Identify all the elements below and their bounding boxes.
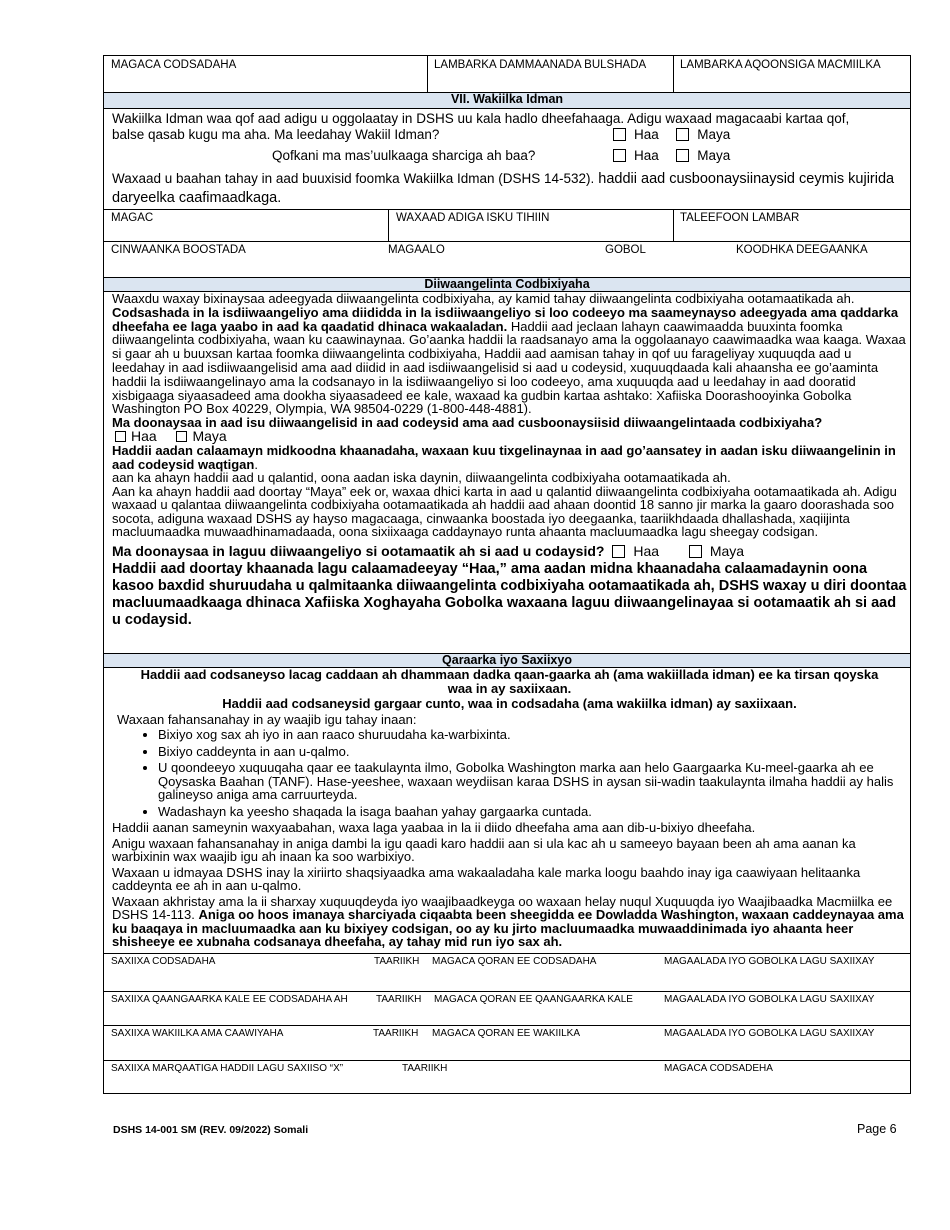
rights-body	[112, 668, 907, 949]
maya-label: Maya	[192, 427, 227, 444]
applicant-name-field[interactable]: MAGACA CODSADAHA	[111, 59, 237, 71]
date-field[interactable]: TAARIIKH	[402, 1063, 448, 1074]
voter-p2-a: Haddii aadan calaamayn midkoodna khaanadaha, waxaan kuu tixgelinaynaa in aad go’aansatey in aadan isku diiwaangelinin in aad codeysid waqtigan	[112, 442, 896, 472]
voter-question-1-options	[112, 427, 907, 444]
city-state-signed-field[interactable]: MAGAALADA IYO GOBOLKA LAGU SAXIIXAY	[664, 1028, 875, 1039]
voter-register-maya-checkbox[interactable]	[176, 431, 187, 442]
form-page	[103, 55, 911, 1094]
section-title-voter-registration: Diiwaangelinta Codbixiyaha	[104, 277, 910, 292]
rep-form-note-b: haddii aad cusboonaysiinaysid ceymis kujirida daryeelka caafimaadkaga.	[112, 171, 895, 206]
rep-intro-line2: balse qasab kugu ma aha. Ma leedahay Wakiil Idman?	[112, 127, 440, 142]
rep-relationship-field[interactable]: WAXAAD ADIGA ISKU TIHIIN	[396, 212, 550, 224]
applicant-signature-field[interactable]: SAXIIXA CODSADAHA	[111, 956, 216, 967]
maya-label: Maya	[697, 127, 731, 142]
voter-p1-b: Codsashada in la isdiiwaangeliyo ama diididda in la isdiiwaangeliyo si loo codeeyo ma saameynayso adeegyada ama qaddarka dheefaha ee laga yaabo in aad ka qaadatid dhinaca wakaaladan.	[112, 304, 899, 334]
applicant-name-witness-field[interactable]: MAGACA CODSADEHA	[664, 1063, 773, 1074]
auto-register-haa-checkbox[interactable]	[612, 545, 625, 558]
page-number: Page 6	[857, 1122, 897, 1136]
rep-state-field[interactable]: GOBOL	[605, 244, 646, 256]
rep-printed-name-field[interactable]: MAGACA QORAN EE WAKIILKA	[432, 1028, 580, 1039]
other-adult-printed-name-field[interactable]: MAGACA QORAN EE QAANGAARKA KALE	[434, 994, 633, 1005]
auto-register-maya-checkbox[interactable]	[689, 545, 702, 558]
voter-paragraph-2	[112, 444, 907, 472]
rep-question-2-options	[613, 148, 730, 164]
voter-registration-body	[112, 292, 907, 629]
date-field[interactable]: TAARIIKH	[373, 1028, 419, 1039]
rep-intro-line1: Wakiilka Idman waa qof aad adigu u oggolaatay in DSHS uu kala hadlo dheefahaaga. Adigu waxaad magacaabi kartaa qof,	[112, 111, 850, 126]
rep-question-1-options	[613, 127, 730, 143]
rep-mailing-address-field[interactable]: CINWAANKA BOOSTADA	[111, 244, 246, 256]
rep-form-note	[112, 169, 904, 207]
haa-label: Haa	[634, 127, 659, 142]
rights-p4-b: Aniga oo hoos imanaya sharciyada ciqaabta been sheegidda ee Dowladda Washington, waxaan caddeynayaa ama ku baaqaya in macluumaadka aan ku bixiyey codsigan, oo ay ku jirto macluumaadka muwaaddinimada iyo ahaanta heer shisheeye ee xubnaha codsanaya dheefaha, ay tahay mid run iyo sax ah.	[112, 907, 904, 949]
legal-guardian-maya-checkbox[interactable]	[676, 149, 689, 162]
list-item: • Wadashayn ka yeesho shaqada la isaga baahan yahay gargaarka cuntada.	[158, 805, 907, 819]
rights-paragraph-2: Anigu waxaan fahansanahay in aniga dambi la igu qaadi karo haddii aan si ula kac ah u sameeyo bayaan been ah ama aanan ka warbixinin wax waajib igu ah inaan ka soo warbixiyo.	[112, 835, 856, 864]
voter-paragraph-3: aan ka ahayn haddii aad u qalantid, oona aadan iska daynin, diiwaangelinta codbixiyaha ootamaatikada ah.	[112, 470, 731, 486]
ssn-field[interactable]: LAMBARKA DAMMAANADA BULSHADA	[434, 59, 647, 71]
rep-phone-field[interactable]: TALEEFOON LAMBAR	[680, 212, 800, 224]
voter-register-haa-checkbox[interactable]	[115, 431, 126, 442]
other-adult-signature-field[interactable]: SAXIIXA QAANGAARKA KALE EE CODSADAHA AH	[111, 994, 348, 1005]
rep-form-note-a: Waxaad u baahan tahay in aad buuxisid foomka Wakiilka Idman (DSHS 14-532).	[112, 171, 595, 186]
rep-zip-field[interactable]: KOODHKA DEEGAANKA	[736, 244, 868, 256]
rights-responsibility-list	[112, 728, 907, 818]
maya-label: Maya	[697, 148, 731, 163]
list-item: • U qoondeeyo xuquuqaha qaar ee taakulaynta ilmo, Gobolka Washington marka aan helo Gaargaarka Ku-meel-gaarka ah ee Qoysaska Baahan (TANF). Hase-yeeshee, waxaan weydiisan karaa DSHS in aysan sii-wadin taakulaynta ilmaha haddii ay halis galineyso aniga ama carruurteyda.	[158, 761, 907, 802]
voter-question-2	[112, 542, 907, 561]
rep-haa-checkbox[interactable]	[613, 128, 626, 141]
list-item: • Bixiyo caddeynta in aan u-qalmo.	[158, 745, 907, 759]
voter-p1-a: Waaxdu waxay bixinaysaa adeegyada diiwaangelinta codbixiyaha, ay kamid tahay diiwaangelinta codbixiyaha ootamaatikada ah.	[112, 291, 855, 306]
rights-paragraph-4	[112, 895, 907, 949]
voter-paragraph-1	[112, 292, 907, 416]
section-title-authorized-rep: VII. Wakiilka Idman	[104, 92, 910, 109]
legal-guardian-haa-checkbox[interactable]	[613, 149, 626, 162]
rep-name-field[interactable]: MAGAC	[111, 212, 154, 224]
rights-paragraph-3: Waxaan u idmayaa DSHS inay la xiriirto shaqsiyaadka ama wakaaladaha kale marka loogu baahdo inay iga caawiyaan helitaanka caddeynta ee ah in aan u-qalmo.	[112, 864, 861, 893]
haa-label: Haa	[131, 427, 157, 444]
applicant-printed-name-field[interactable]: MAGACA QORAN EE CODSADAHA	[432, 956, 597, 967]
rep-city-field[interactable]: MAGAALO	[388, 244, 445, 256]
date-field[interactable]: TAARIIKH	[376, 994, 422, 1005]
rep-maya-checkbox[interactable]	[676, 128, 689, 141]
client-id-field[interactable]: LAMBARKA AQOONSIGA MACMIILKA	[680, 59, 881, 71]
rights-cash-notice: Haddii aad codsaneyso lacag caddaan ah dhammaan dadka qaan-gaarka ah (ama wakiillada idman) ee ka tirsan qoyska waa in ay saxiixaan.	[140, 667, 879, 696]
rep-signature-field[interactable]: SAXIIXA WAKIILKA AMA CAAWIYAHA	[111, 1028, 284, 1039]
date-field[interactable]: TAARIIKH	[374, 956, 420, 967]
rep-question-2: Qofkani ma mas’uulkaaga sharciga ah baa?	[272, 148, 536, 163]
city-state-signed-field[interactable]: MAGAALADA IYO GOBOLKA LAGU SAXIIXAY	[664, 994, 875, 1005]
section-title-rights-signatures: Qaraarka iyo Saxiixyo	[104, 653, 910, 668]
rights-lead: Waxaan fahansanahay in ay waajib igu tahay inaan:	[117, 711, 417, 727]
haa-label: Haa	[633, 542, 660, 559]
voter-p2-b: .	[254, 456, 258, 472]
list-item: • Bixiyo xog sax ah iyo in aan raaco shuruudaha ka-warbixinta.	[158, 728, 907, 742]
rights-paragraph-1: Haddii aanan sameynin waxyaabahan, waxa laga yaabaa in la ii diido dheefaha ama aan dib-u-bixiyo dheefaha.	[112, 820, 756, 835]
maya-label: Maya	[709, 542, 745, 559]
witness-signature-field[interactable]: SAXIIXA MARQAATIGA HADDII LAGU SAXIISO “X”	[111, 1063, 344, 1074]
voter-paragraph-4: Aan ka ahayn haddii aad doortay “Maya” eek or, waxaa dhici karta in aad u qalantid diiwaangelinta codbixiyaha ootamaatikada ah. Adigu waxaad u qalantaa diiwaangelinta codbixiyaha ootamaatikada ah haddii aad ahaan doontid 18 sanno jir marka la gaaro doorashada soo socota, adiguna waxaad DSHS ay hayso magacaaga, cinwaanka boostada iyo deegaanka, taariikhdaada dhallashada, xaqiijinta macluumaadka muwaadhinamadaada, oona sixiixaaga caddaynayo runta ahaanta macluumaadka lagu sheegay codsigan.	[112, 484, 897, 539]
rights-food-notice: Haddii aad codsaneysid gargaar cunto, waa in codsadaha (ama wakiilka idman) ay saxiixaan.	[222, 696, 797, 711]
haa-label: Haa	[634, 148, 659, 163]
city-state-signed-field[interactable]: MAGAALADA IYO GOBOLKA LAGU SAXIIXAY	[664, 956, 875, 967]
rights-p4-a: Waxaan akhristay ama la ii sharxay xuquuqdeyda iyo waajibaadkeyga oo waxaan helay nuqul Xuquuqda iyo Waajibaadka Macmiilka ee DSHS 14-113.	[112, 893, 893, 922]
form-id: DSHS 14-001 SM (REV. 09/2022) Somali	[113, 1124, 309, 1136]
voter-p1-c: Haddii aad jeclaan lahayn caawimaadda buuxinta foomka diiwaangelinta codbixiyaha, waan ku caawinaynaa. Go’aanka haddii la raadsanayo ama la oggolaanayo caawimaadka waa kaaga. Waxaa si gaar ah u buuxsan kartaa foomka diiwaangelinta codbixiyaha, Haddii aad aamisan tahay in qof uu farageliyay xuquuqda aad u leedahay in aad isdiiwaangelisid ama aad diidid in aad isdiiwaangelisid si aad u codeysid, xuquuqdaada kali ahaansha ee go’aaminta haddii la isdiiwaangelinayo ama la codsanayo in la isdiiwaangeliyo si loo codeeyo, ama xuquuqda aad u leedahay in aad dooratid xisbigaaga siyaasadeed ama dookha siyaasadeed ee kale, waxaad ka gudbin kartaa ashtako: Xafiiska Doorashooyinka Gobolka Washington PO Box 40229, Olympia, WA 98504-0229 (1-800-448-4881).	[112, 318, 906, 417]
voter-paragraph-5: Haddii aad doortay khaanada lagu calaamadeeyay “Haa,” ama aadan midna khaanadaha calaamadaynin oona kasoo baxdid shuruudaha u qalmitaanka diiwaangelinta codbixiyaha ootamaatikada ah, DSHS waxay u diri doontaa macluumaadkaaga dhinaca Xafiiska Xoghayaha Gobolka waxaana laguu diiwaangelinayaa si ootamaatik ah si aad u codaysid.	[112, 560, 907, 628]
voter-question-2-text: Ma doonaysaa in laguu diiwaangeliyo si ootamaatik ah si aad u codaysid?	[112, 542, 605, 559]
voter-question-1: Ma doonaysaa in aad isu diiwaangelisid in aad codeysid ama aad cusboonaysiisid diiwaangelintaada codbixiyaha?	[112, 415, 823, 431]
